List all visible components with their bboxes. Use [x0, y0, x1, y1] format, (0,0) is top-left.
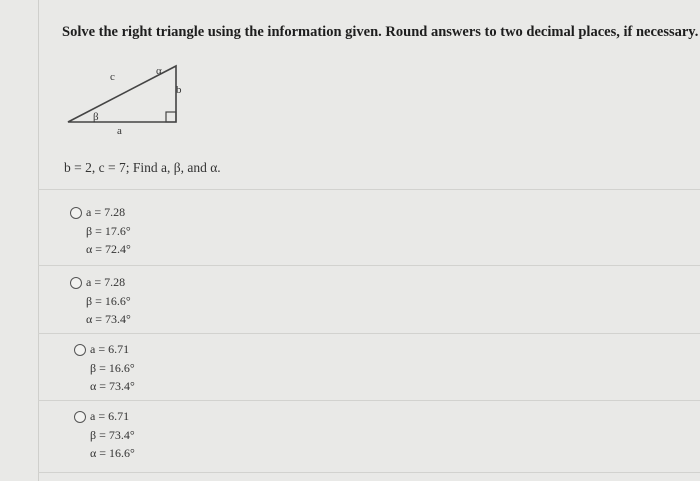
option-value-a: a = 6.71 [90, 342, 130, 356]
divider [38, 265, 700, 266]
option-value-alpha: α = 73.4° [86, 312, 131, 326]
label-b: b [176, 84, 182, 96]
radio-button[interactable] [70, 277, 82, 289]
radio-button[interactable] [74, 344, 86, 356]
divider [38, 189, 700, 190]
label-beta: β [93, 111, 99, 123]
question-text: Solve the right triangle using the information given. Round answers to two decimal places, if necessary. [62, 24, 699, 40]
left-border [38, 0, 39, 481]
radio-button[interactable] [70, 207, 82, 219]
label-c: c [110, 71, 115, 83]
label-a: a [117, 125, 122, 137]
divider [38, 333, 700, 334]
divider [38, 472, 700, 473]
option-value-alpha: α = 16.6° [90, 446, 135, 460]
option-value-beta: β = 16.6° [86, 294, 131, 308]
divider [38, 400, 700, 401]
option-value-alpha: α = 73.4° [90, 379, 135, 393]
option-value-a: a = 7.28 [86, 205, 126, 219]
option-value-alpha: α = 72.4° [86, 242, 131, 256]
option-value-a: a = 7.28 [86, 275, 126, 289]
right-triangle-figure [60, 58, 200, 138]
right-angle-marker [166, 112, 176, 122]
option-value-beta: β = 73.4° [90, 428, 135, 442]
label-alpha: α [156, 65, 162, 77]
option-value-beta: β = 16.6° [90, 361, 135, 375]
option-value-a: a = 6.71 [90, 409, 130, 423]
given-info: b = 2, c = 7; Find a, β, and α. [64, 160, 221, 175]
radio-button[interactable] [74, 411, 86, 423]
option-value-beta: β = 17.6° [86, 224, 131, 238]
